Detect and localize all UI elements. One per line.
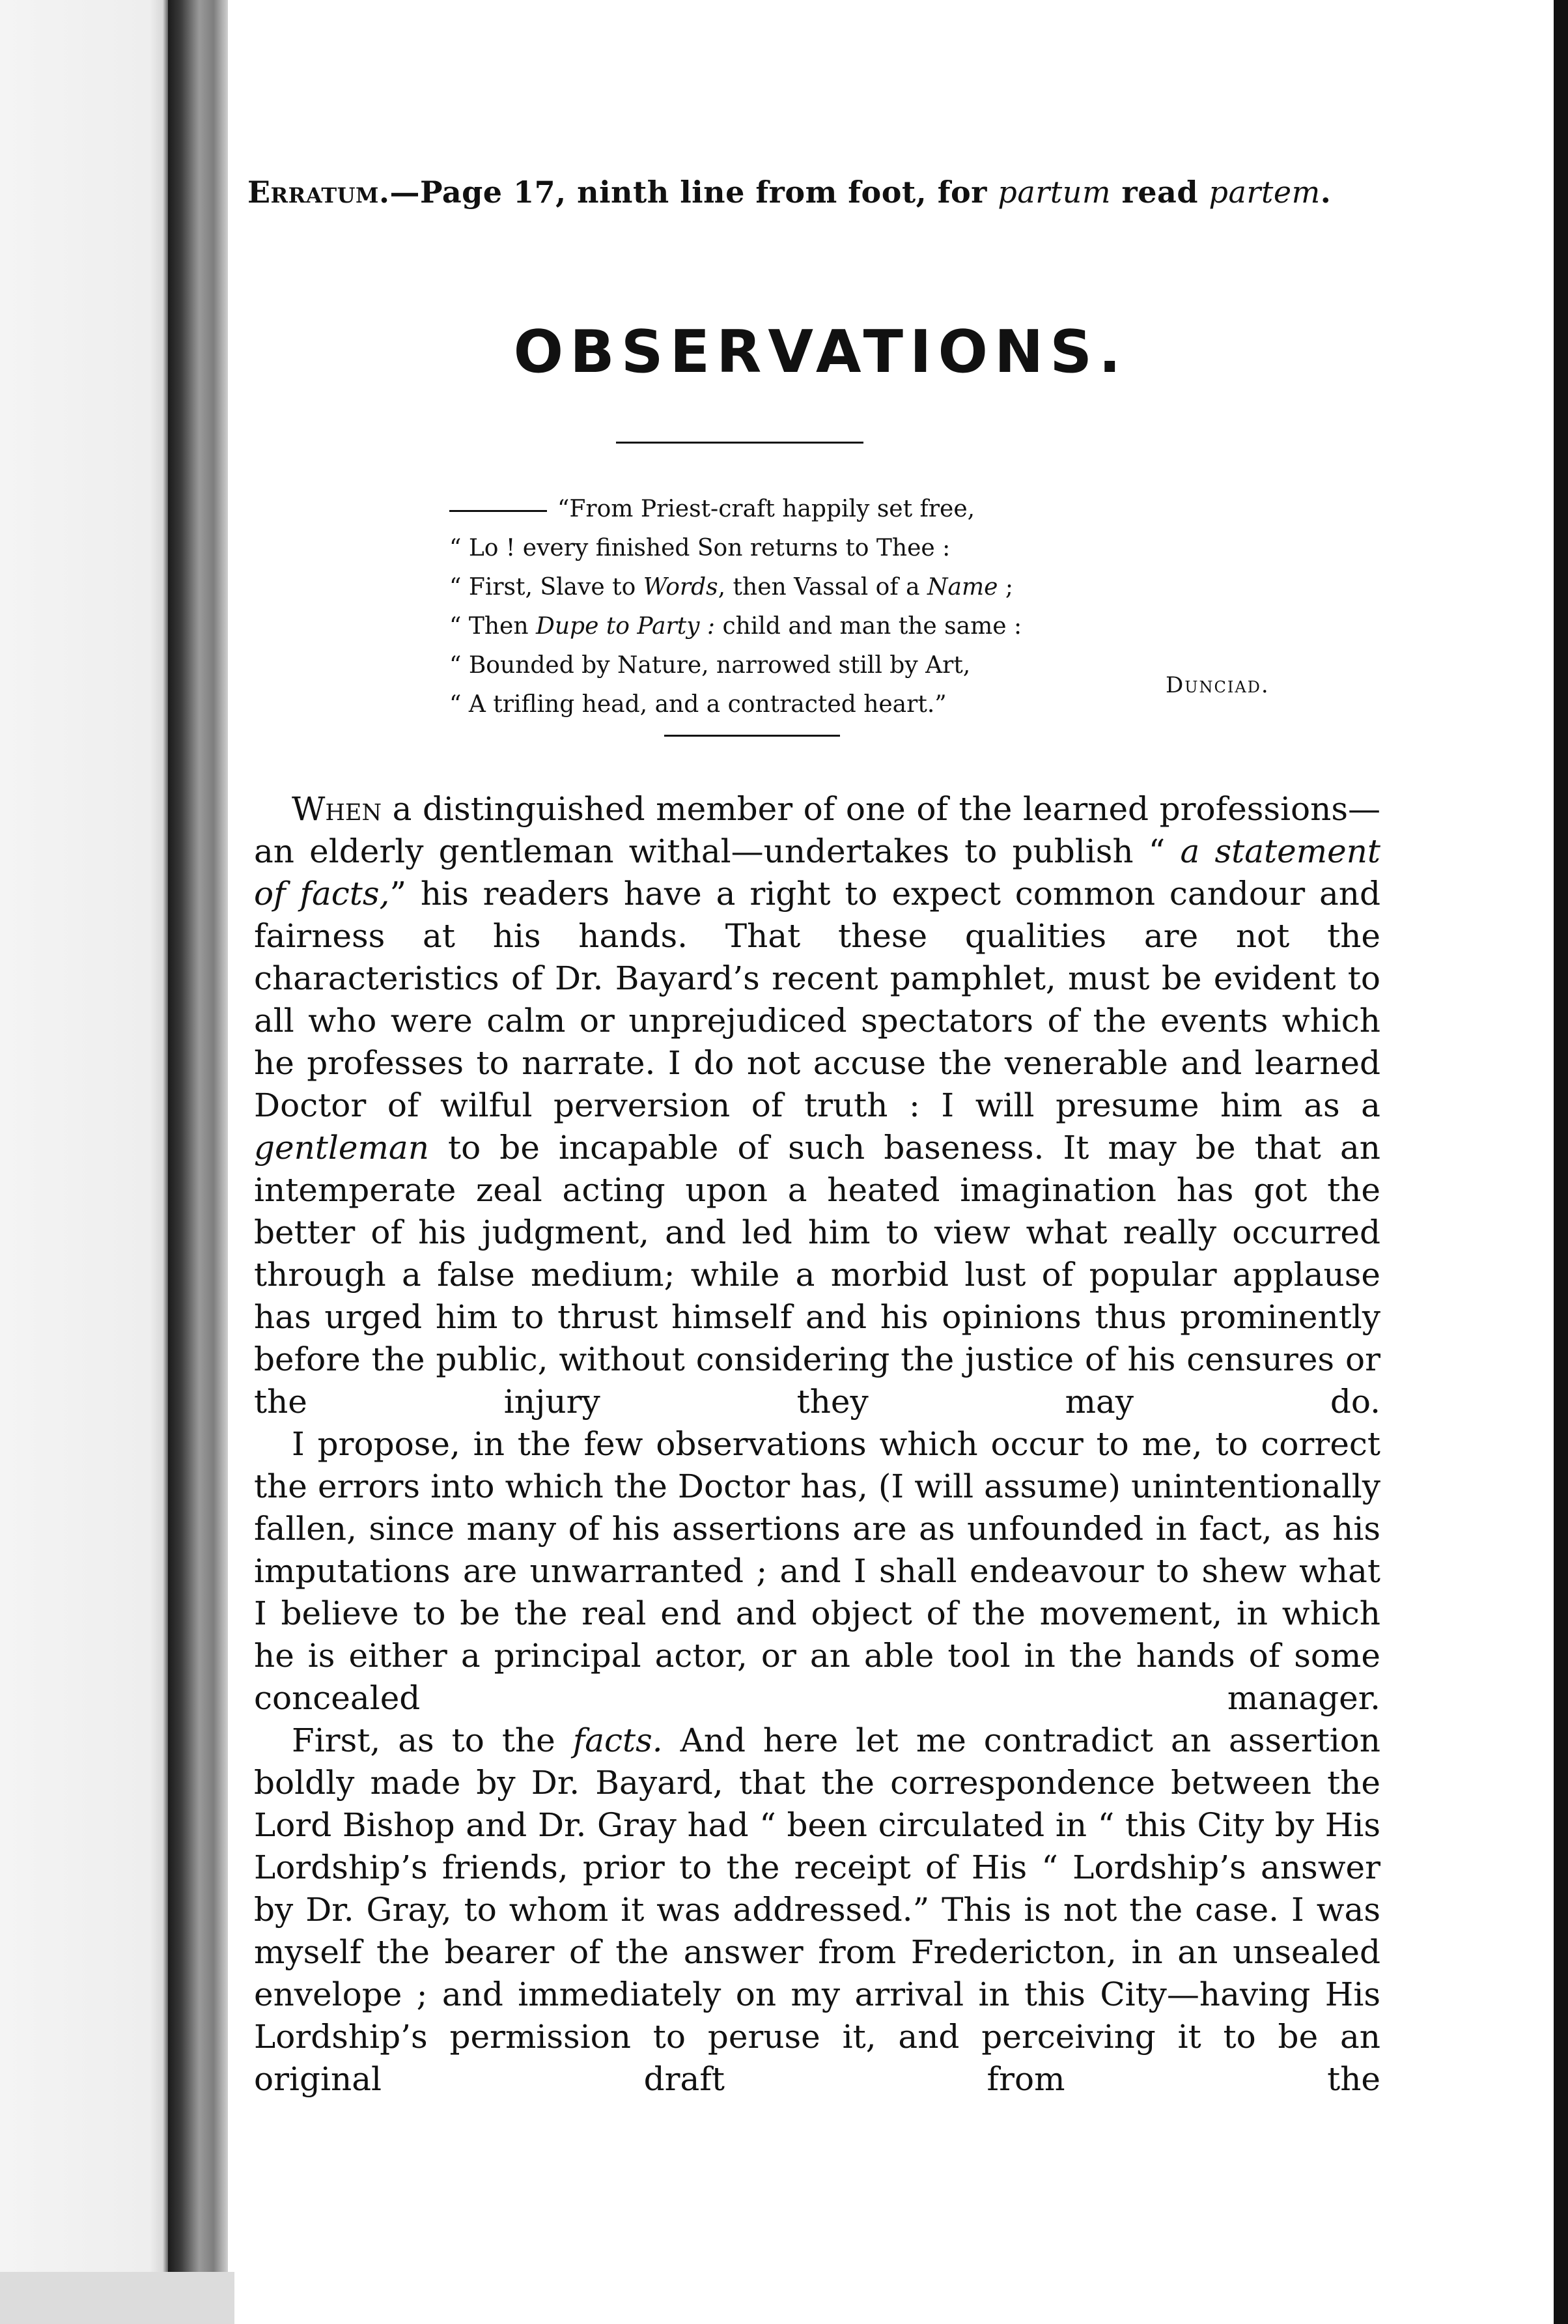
scan-bottom-shadow xyxy=(0,2272,234,2324)
epigraph-line: “ Lo ! every finished Son returns to Thee : xyxy=(449,535,951,561)
epigraph-line: “From Priest-craft happily set free, xyxy=(449,490,1348,529)
erratum-text: —Page 17, ninth line from foot, for xyxy=(389,175,998,210)
page-title: OBSERVATIONS. xyxy=(513,318,1128,386)
epigraph-line: “ First, Slave to Words, then Vassal of a Name ; xyxy=(449,574,1013,601)
erratum-text-2: read xyxy=(1111,175,1209,210)
erratum-line xyxy=(247,175,1393,210)
document-page xyxy=(247,0,1393,2324)
erratum-right-word: partem xyxy=(1209,175,1321,210)
paragraph: I propose, in the few observations which occur to me, to correct the errors into which the Doctor has, (I will assume) unintentionally fallen, since many of his assertions are as unfounded in fact, as his imputations are unwarranted ; and I shall endeavour to shew what I believe to be the real end and object of the movement, in which he is either a principal actor, or an able tool in the hands of some concealed manager. xyxy=(254,1425,1380,1717)
epigraph-line: “ A trifling head, and a contracted heart.” xyxy=(449,691,947,718)
scan-right-edge xyxy=(1554,0,1568,2324)
epigraph-rule xyxy=(664,735,840,737)
body-text xyxy=(254,788,1380,2101)
paragraph: When a distinguished member of one of the learned professions—an elderly gentleman withal—undertakes to publish “ a statement of facts,” his readers have a right to expect common candour and fairness at his hands. That these qualities are not the characteristics of Dr. Bayard’s recent pamphlet, must be evident to all who were calm or unprejudiced spectators of the events which he professes to narrate. I do not accuse the venerable and learned Doctor of wilful perversion of truth : I will presume him as a gentleman to be incapable of such baseness. It may be that an intemperate zeal acting upon a heated imagination has got the better of his judgment, and led him to view what really occurred through a false medium; while a morbid lust of popular applause has urged him to thrust himself and his opinions thus prominently before the public, without considering the justice of his censures or the injury they may do. xyxy=(254,790,1381,1421)
epigraph-line: “ Then Dupe to Party : child and man the same : xyxy=(449,613,1022,640)
paragraph-opening: When xyxy=(292,790,382,828)
paragraph: First, as to the facts. And here let me contradict an assertion boldly made by Dr. Bayard, that the correspondence between the Lord Bishop and Dr. Gray had “ been circulated in “ this City by His Lordship’s friends, prior to the receipt of His “ Lordship’s answer by Dr. Gray, to whom it was addressed.” This is not the case. I was myself the bearer of the answer from Fredericton, in an unsealed envelope ; and immediately on my arrival in this City—having His Lordship’s permission to peruse it, and perceiving it to be an original draft from the xyxy=(254,1722,1380,2098)
binding-shadow xyxy=(168,0,228,2273)
erratum-label: Erratum. xyxy=(247,175,390,210)
epigraph-dash xyxy=(449,510,547,512)
epigraph-source: Dunciad. xyxy=(1166,672,1270,698)
title-rule xyxy=(616,442,863,444)
erratum-wrong-word: partum xyxy=(998,175,1112,210)
scan-left-margin xyxy=(0,0,171,2324)
erratum-end: . xyxy=(1320,175,1332,210)
epigraph-line: “ Bounded by Nature, narrowed still by Art, xyxy=(449,652,971,679)
